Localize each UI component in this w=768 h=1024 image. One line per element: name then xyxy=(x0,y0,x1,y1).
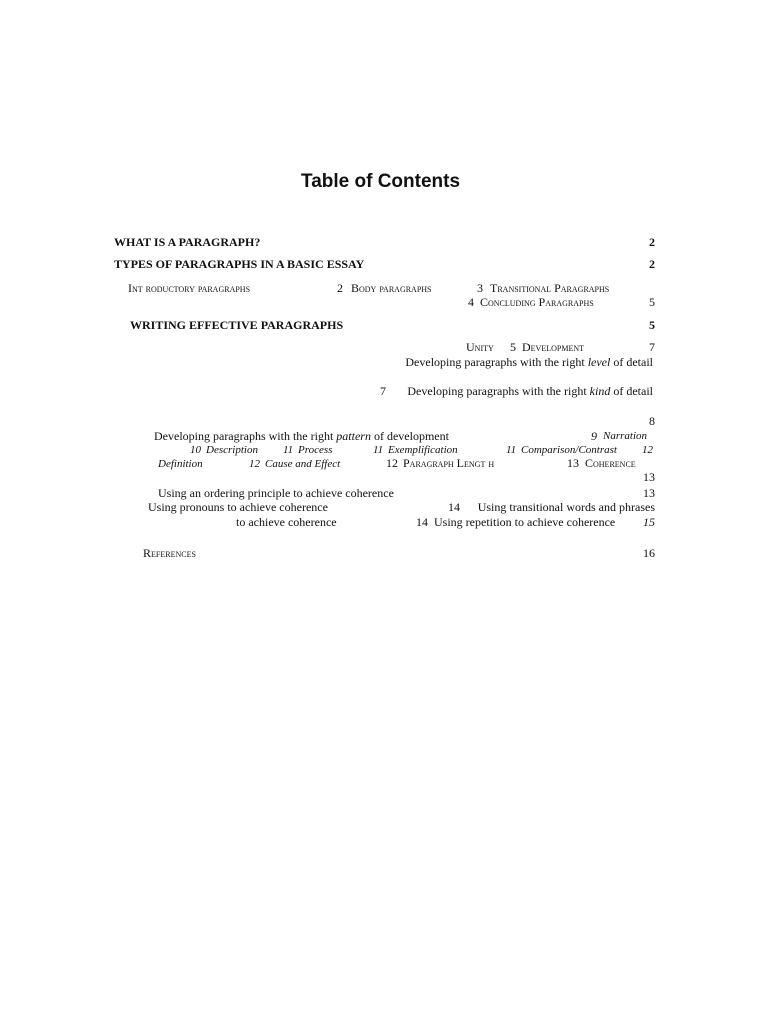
entry-text: of detail xyxy=(610,384,653,398)
page-title: Table of Contents xyxy=(301,171,461,192)
toc-entry-writing-effective-paragraphs[interactable]: WRITING EFFECTIVE PARAGRAPHS xyxy=(130,318,344,332)
toc-entry-body-paragraphs[interactable]: Body paragraphs xyxy=(351,281,432,295)
toc-page-number: 11 xyxy=(506,444,517,456)
entry-emphasis: pattern xyxy=(336,429,371,443)
toc-entry-transitional-words[interactable]: Using transitional words and phrases xyxy=(477,500,655,514)
entry-text: Developing paragraphs with the right xyxy=(154,429,337,443)
toc-entry-development[interactable]: Development xyxy=(522,340,584,354)
toc-entry-what-is-a-paragraph[interactable]: WHAT IS A PARAGRAPH? xyxy=(114,235,261,249)
toc-entry-cause-and-effect[interactable]: Cause and Effect xyxy=(265,458,341,470)
entry-emphasis: kind xyxy=(589,384,611,398)
toc-entry-repetition[interactable]: Using repetition to achieve coherence xyxy=(434,515,616,529)
toc-entry-introductory-paragraphs[interactable]: Int roductory paragraphs xyxy=(128,281,251,295)
toc-entry-pronouns[interactable]: Using pronouns to achieve coherence xyxy=(148,500,328,514)
toc-entry-ordering-principle[interactable]: Using an ordering principle to achieve coherence xyxy=(158,486,394,500)
toc-entry-transitional-paragraphs[interactable]: Transitional Paragraphs xyxy=(490,281,610,295)
toc-entry-references[interactable]: References xyxy=(143,546,196,560)
toc-entry-concluding-paragraphs[interactable]: Concluding Paragraphs xyxy=(480,295,594,309)
toc-entry-paragraph-length[interactable]: Paragraph Lengt h xyxy=(403,456,495,470)
entry-text: of development xyxy=(370,429,449,443)
toc-page-number: 2 xyxy=(649,257,655,271)
toc-entry-description[interactable]: Description xyxy=(206,444,258,456)
toc-page-number: 7 xyxy=(380,384,386,398)
toc-page-number: 4 xyxy=(468,295,474,309)
toc-entry-coherence[interactable]: Coherence xyxy=(585,456,636,470)
toc-page-number: 7 xyxy=(649,340,655,354)
toc-page-number: 8 xyxy=(649,414,655,428)
toc-page-number: 12 xyxy=(642,444,653,456)
toc-page-number: 14 xyxy=(448,500,460,514)
entry-text: Developing paragraphs with the right xyxy=(407,384,590,398)
toc-page-number: 14 xyxy=(416,515,428,529)
toc-page-number: 12 xyxy=(249,458,260,470)
toc-page-number: 11 xyxy=(283,444,294,456)
toc-page-number: 11 xyxy=(373,444,384,456)
toc-entry-pattern-of-development[interactable] xyxy=(154,429,449,443)
toc-entry-kind-of-detail[interactable] xyxy=(390,384,653,398)
toc-page-number: 13 xyxy=(643,486,655,500)
toc-page-number: 15 xyxy=(643,515,655,529)
toc-page-number: 9 xyxy=(591,429,597,443)
toc-page-number: 12 xyxy=(386,456,398,470)
toc-page-number: 13 xyxy=(643,470,655,484)
toc-page-number: 5 xyxy=(510,340,516,354)
toc-page-number: 16 xyxy=(643,546,655,560)
toc-entry-narration[interactable]: Narration xyxy=(603,430,648,442)
toc-entry-level-of-detail[interactable] xyxy=(330,355,653,369)
toc-page-number: 2 xyxy=(649,235,655,249)
toc-entry-unity[interactable]: Unity xyxy=(466,340,494,354)
entry-text: Developing paragraphs with the right xyxy=(405,355,588,369)
toc-page-number: 3 xyxy=(477,281,483,295)
toc-page-number: 5 xyxy=(649,295,655,309)
toc-page-number: 2 xyxy=(337,281,343,295)
toc-entry-types-of-paragraphs[interactable]: TYPES OF PARAGRAPHS IN A BASIC ESSAY xyxy=(114,257,365,271)
entry-emphasis: level xyxy=(587,355,611,369)
toc-page-number: 13 xyxy=(567,456,579,470)
toc-entry-definition[interactable]: Definition xyxy=(158,458,203,470)
toc-entry-process[interactable]: Process xyxy=(298,444,333,456)
toc-entry-comparison-contrast[interactable]: Comparison/Contrast xyxy=(521,444,617,456)
toc-page-number: 5 xyxy=(649,318,655,332)
toc-entry-exemplification[interactable]: Exemplification xyxy=(388,444,458,456)
toc-entry-transitional-words-continued[interactable]: to achieve coherence xyxy=(236,515,337,529)
toc-page-number: 10 xyxy=(190,444,201,456)
entry-text: of detail xyxy=(610,355,653,369)
